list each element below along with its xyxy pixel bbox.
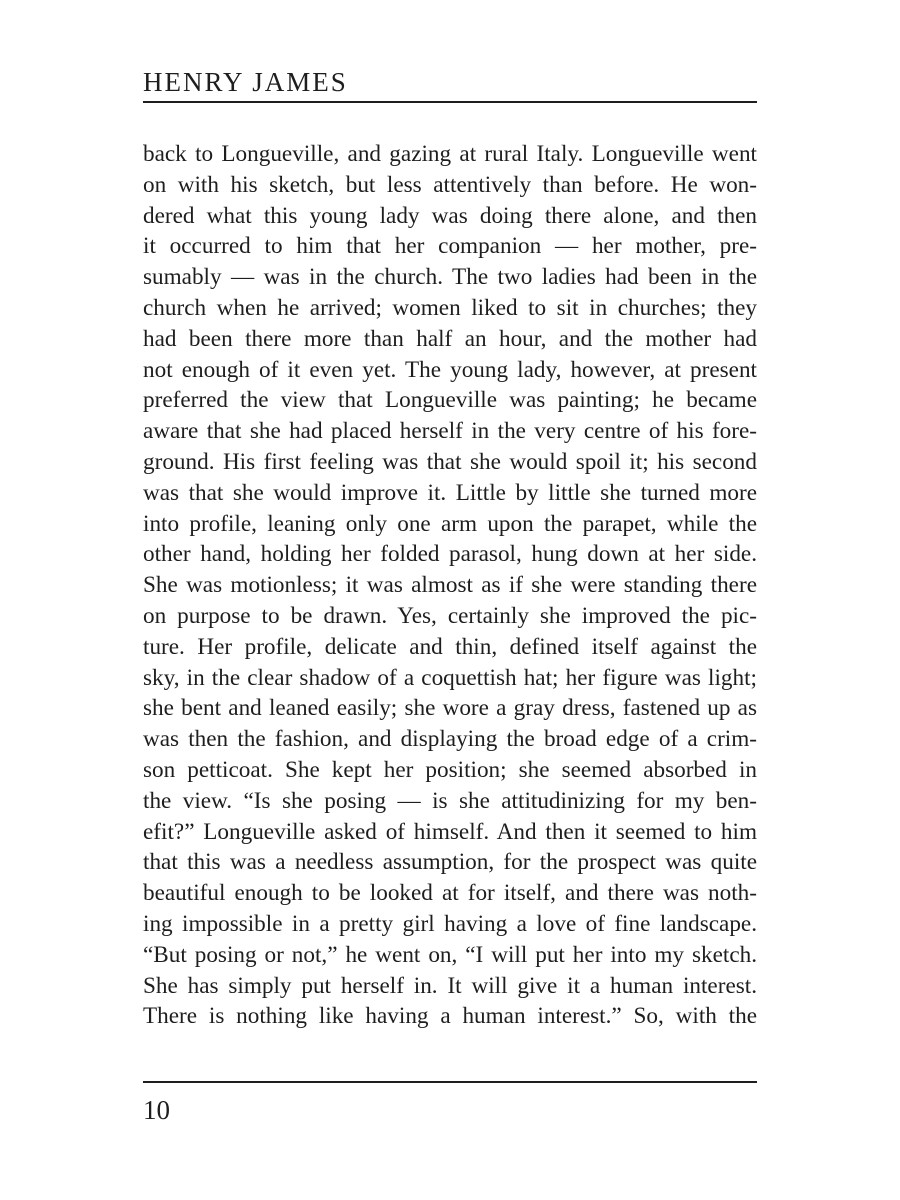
body-line: church when he arrived; women liked to sit in churches; they — [143, 294, 757, 321]
body-line: sumably — was in the church. The two ladies had been in the — [143, 264, 757, 291]
body-text — [143, 139, 757, 1032]
body-line: on purpose to be drawn. Yes, certainly she improved the pic- — [143, 602, 757, 629]
body-line: beautiful enough to be looked at for itself, and there was noth- — [143, 880, 757, 907]
body-line: it occurred to him that her companion — her mother, pre- — [143, 233, 757, 260]
body-line: ing impossible in a pretty girl having a love of fine landscape. — [143, 910, 757, 937]
body-line: ground. His first feeling was that she would spoil it; his second — [143, 448, 757, 475]
body-line: dered what this young lady was doing there alone, and then — [143, 202, 757, 229]
body-line: other hand, holding her folded parasol, hung down at her side. — [143, 541, 757, 568]
body-line: “But posing or not,” he went on, “I will put her into my sketch. — [143, 941, 757, 968]
body-line: not enough of it even yet. The young lady, however, at present — [143, 356, 757, 383]
body-line: was then the fashion, and displaying the broad edge of a crim- — [143, 726, 757, 753]
body-line: She has simply put herself in. It will give it a human interest. — [143, 972, 757, 999]
footer-rule — [143, 1081, 757, 1083]
body-line: had been there more than half an hour, and the mother had — [143, 325, 757, 352]
body-line: son petticoat. She kept her position; she seemed absorbed in — [143, 756, 757, 783]
body-line: preferred the view that Longueville was painting; he became — [143, 387, 757, 414]
body-line: on with his sketch, but less attentively than before. He won- — [143, 171, 757, 198]
body-line: sky, in the clear shadow of a coquettish hat; her figure was light; — [143, 664, 757, 691]
body-line: She was motionless; it was almost as if she were standing there — [143, 572, 757, 599]
body-line: efit?” Longueville asked of himself. And then it seemed to him — [143, 818, 757, 845]
body-line: she bent and leaned easily; she wore a gray dress, fastened up as — [143, 695, 757, 722]
body-line: ture. Her profile, delicate and thin, defined itself against the — [143, 633, 757, 660]
page-number: 10 — [143, 1095, 170, 1125]
body-line: into profile, leaning only one arm upon the parapet, while the — [143, 510, 757, 537]
body-line: back to Longueville, and gazing at rural Italy. Longueville went — [143, 141, 757, 167]
running-header-author: HENRY JAMES — [143, 67, 348, 97]
body-line: the view. “Is she posing — is she attitudinizing for my ben- — [143, 787, 757, 814]
body-line: was that she would improve it. Little by little she turned more — [143, 479, 757, 506]
body-line: There is nothing like having a human interest.” So, with the — [143, 1003, 757, 1030]
header-rule — [143, 101, 757, 103]
body-line: aware that she had placed herself in the very centre of his fore- — [143, 418, 757, 445]
body-line: that this was a needless assumption, for the prospect was quite — [143, 849, 757, 876]
